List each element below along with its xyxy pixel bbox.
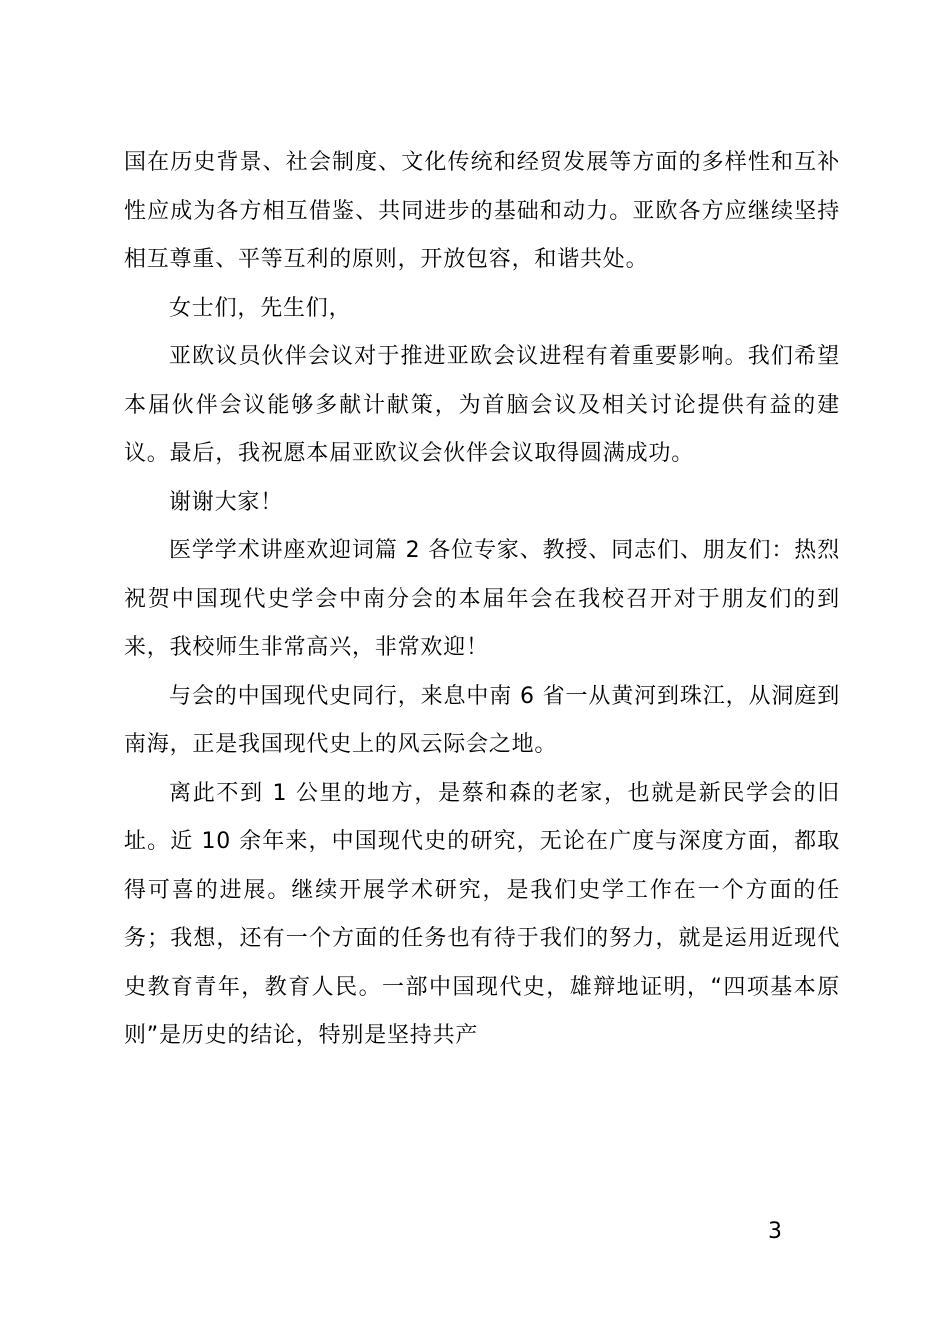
paragraph-thanks: 谢谢大家！ <box>169 489 284 515</box>
paragraph-salutation: 女士们，先生们， <box>169 295 352 321</box>
paragraph-closing-remarks: 亚欧议员伙伴会议对于推进亚欧会议进程有着重要影响。我们希望本届伙伴会议能够多献计献策，为首脑会议及相关讨论提供有益的建议。最后，我祝愿本届亚欧议会伙伴会议取得圆满成功。 <box>124 344 840 466</box>
page-number: 3 <box>768 1219 782 1244</box>
paragraph-continuation: 国在历史背景、社会制度、文化传统和经贸发展等方面的多样性和互补性应成为各方相互借鉴、共同进步的基础和动力。亚欧各方应继续坚持相互尊重、平等互利的原则，开放包容，和谐共处。 <box>124 150 840 272</box>
paragraph-attendees: 与会的中国现代史同行，来息中南 6 省一从黄河到珠江，从洞庭到南海，正是我国现代史上的风云际会之地。 <box>124 683 840 757</box>
paragraph-welcome-speech: 医学学术讲座欢迎词篇 2 各位专家、教授、同志们、朋友们：热烈祝贺中国现代史学会中南分会的本届年会在我校召开对于朋友们的到来，我校师生非常高兴，非常欢迎！ <box>124 538 840 660</box>
paragraph-history: 离此不到 1 公里的地方，是蔡和森的老家，也就是新民学会的旧址。近 10 余年来，中国现代史的研究，无论在广度与深度方面，都取得可喜的进展。继续开展学术研究，是我们史学工作在一个方面的任务；我想，还有一个方面的任务也有待于我们的努力，就是运用近现代史教育青年，教育人民。一部中国现代史，雄辩地证明，“四项基本原则”是历史的结论，特别是坚持共产 <box>124 780 840 1048</box>
body-text <box>124 139 840 1061</box>
